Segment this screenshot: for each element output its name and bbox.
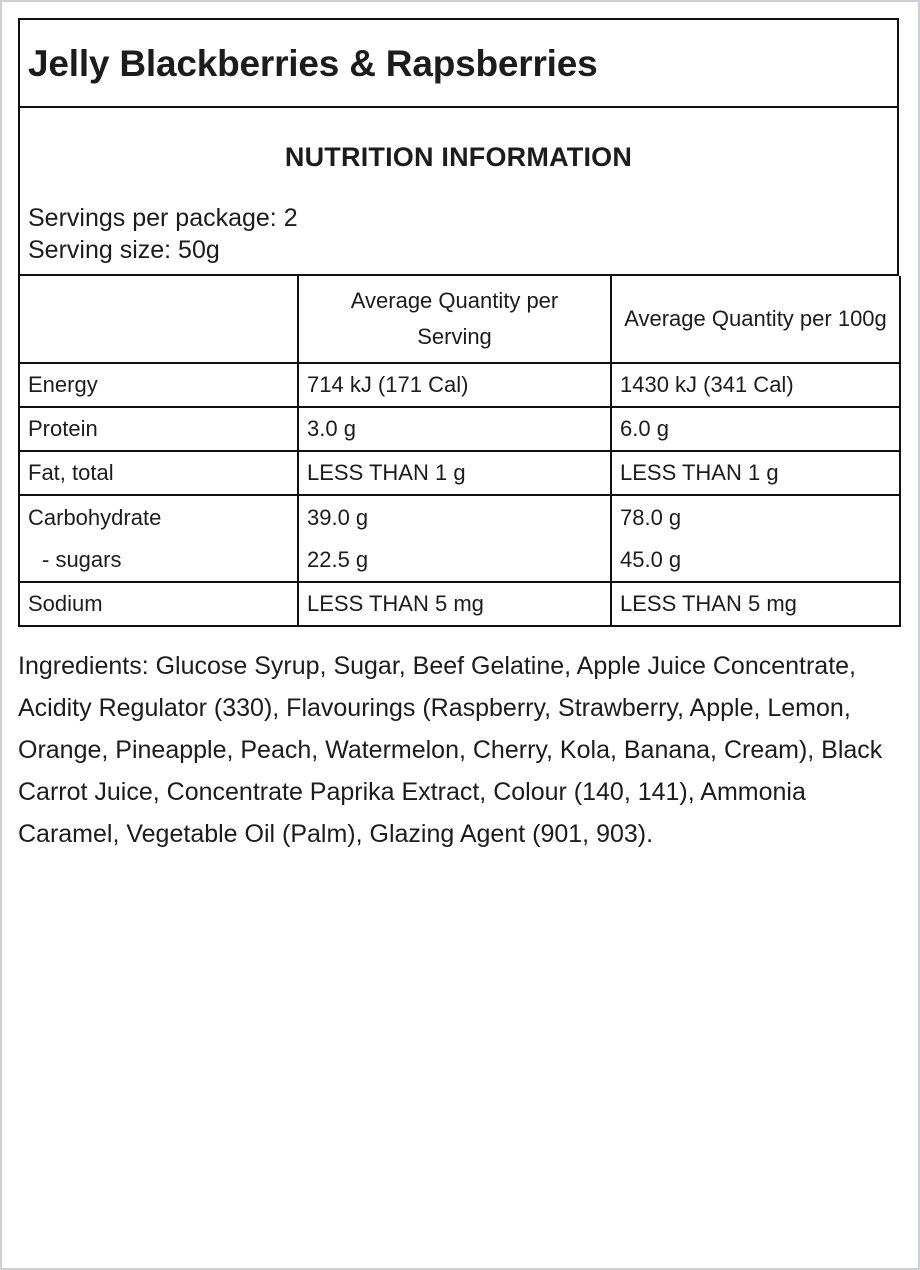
- nutrition-table: [18, 276, 901, 627]
- nutrient-name: Sodium: [19, 582, 298, 626]
- per-serving-value: LESS THAN 1 g: [298, 451, 611, 495]
- servings-info: [28, 202, 298, 266]
- table-row-energy: [19, 363, 900, 407]
- nutrition-info-header: [18, 108, 899, 276]
- nutrition-heading: NUTRITION INFORMATION: [284, 142, 633, 172]
- product-title: Jelly Blackberries & Rapsberries: [28, 43, 598, 84]
- per-serving-cell: [298, 495, 611, 582]
- per-100g-value: 6.0 g: [611, 407, 900, 451]
- sub-per-serving-value: 22.5 g: [307, 546, 369, 572]
- servings-per-package: Servings per package: 2: [28, 204, 298, 232]
- nutrient-name-cell: [19, 495, 298, 582]
- nutrient-name: Protein: [19, 407, 298, 451]
- serving-size: Serving size: 50g: [28, 236, 220, 264]
- table-header-row: [19, 276, 900, 363]
- per-100g-value: LESS THAN 5 mg: [611, 582, 900, 626]
- sub-nutrient-name: - sugars: [42, 546, 122, 572]
- nutrition-label: [18, 18, 899, 627]
- sub-per-100g-value: 45.0 g: [620, 546, 682, 572]
- column-header-nutrient: [19, 276, 298, 363]
- nutrient-name: Energy: [19, 363, 298, 407]
- title-box: [18, 18, 899, 108]
- nutrient-name: Fat, total: [19, 451, 298, 495]
- nutrient-name: Carbohydrate: [28, 504, 162, 530]
- per-serving-value: 3.0 g: [298, 407, 611, 451]
- per-100g-value: 78.0 g: [620, 504, 682, 530]
- table-row-protein: [19, 407, 900, 451]
- ingredients-text: Ingredients: Glucose Syrup, Sugar, Beef Gelatine, Apple Juice Concentrate, Acidity Regulator (330), Flavourings (Raspberry, Strawberry, Apple, Lemon, Orange, Pineapple, Peach, Watermelon, Cherry, Kola, Banana, Cream), Black Carrot Juice, Concentrate Paprika Extract, Colour (140, 141), Ammonia Caramel, Vegetable Oil (Palm), Glazing Agent (901, 903).: [18, 652, 883, 848]
- per-serving-value: LESS THAN 5 mg: [298, 582, 611, 626]
- table-row-fat-total: [19, 451, 900, 495]
- per-100g-value: 1430 kJ (341 Cal): [611, 363, 900, 407]
- column-header-per-100g: Average Quantity per 100g: [611, 276, 900, 363]
- per-serving-value: 714 kJ (171 Cal): [298, 363, 611, 407]
- per-100g-value: LESS THAN 1 g: [611, 451, 900, 495]
- table-row-carbohydrate: [19, 495, 900, 582]
- per-serving-value: 39.0 g: [307, 504, 369, 530]
- per-100g-cell: [611, 495, 900, 582]
- column-header-per-serving: Average Quantity per Serving: [298, 276, 611, 363]
- table-row-sodium: [19, 582, 900, 626]
